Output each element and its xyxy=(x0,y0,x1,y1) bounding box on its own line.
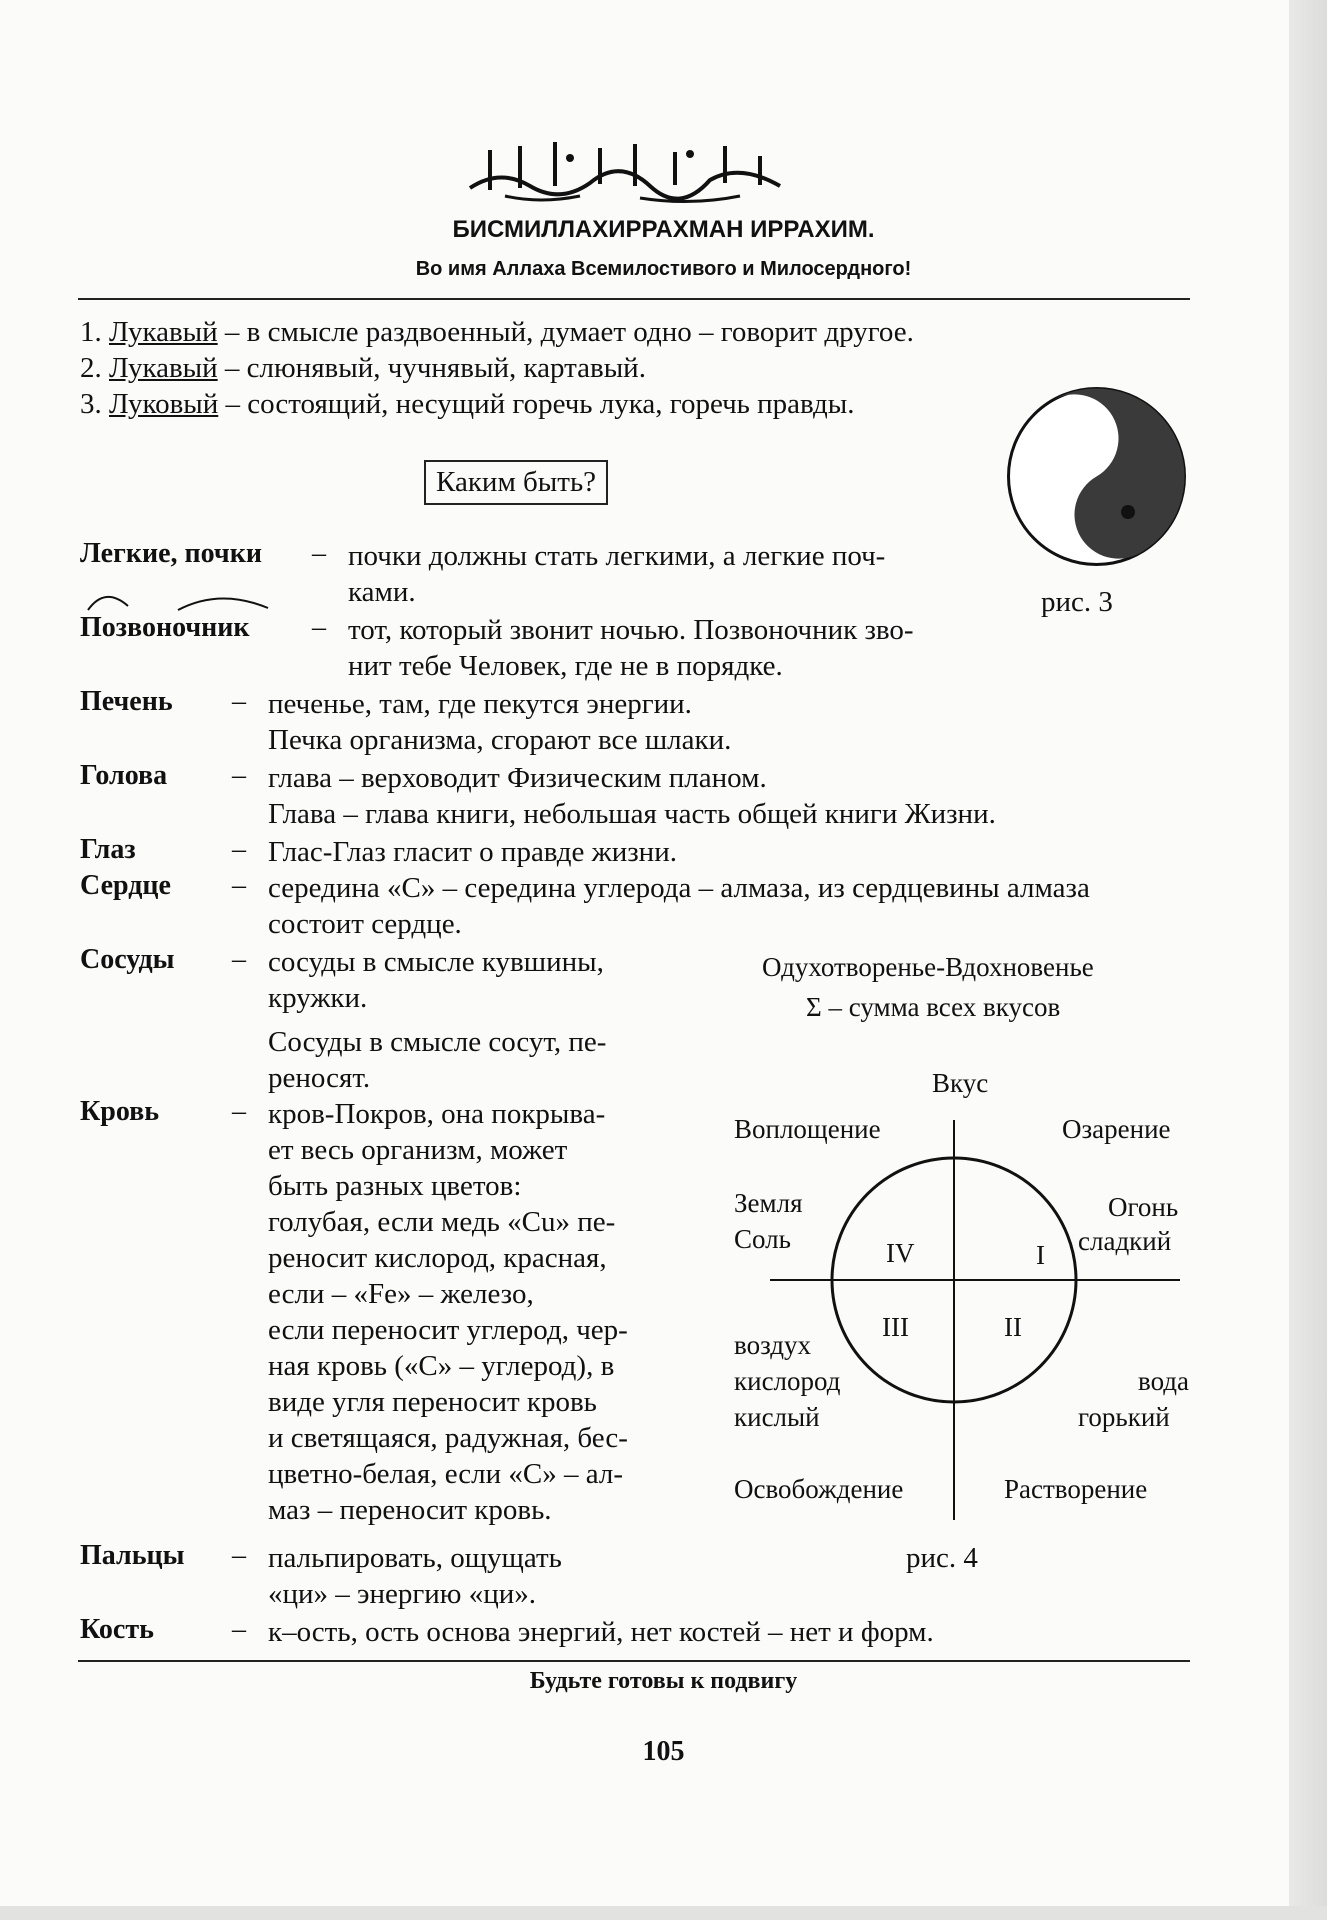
term-definition: Глас-Глаз гласит о правде жизни. xyxy=(268,836,677,868)
fig4-right-top: Озарение xyxy=(1062,1114,1171,1144)
fig4-bottom-left: Освобождение xyxy=(734,1474,904,1504)
fig4-air: воздух xyxy=(734,1330,811,1360)
term-dash: – xyxy=(312,538,326,569)
fig4-q4: IV xyxy=(886,1238,915,1268)
fig4-sweet: сладкий xyxy=(1078,1226,1172,1256)
term-definition: к–ость, ость основа энергий, нет костей – нет и форм. xyxy=(268,1616,934,1648)
header-rule xyxy=(78,298,1190,300)
list-item: 1. Лукавый – в смысле раздвоенный, думает одно – говорит другое. xyxy=(80,316,914,348)
term-liver: Печень xyxy=(80,686,173,717)
term-dash: – xyxy=(232,1540,246,1571)
term-definition: середина «С» – середина углерода – алмаза, из сердцевины алмаза состоит сердце. xyxy=(268,872,1090,940)
fig4-q2: II xyxy=(1004,1312,1022,1342)
fig4-oxygen: кислород xyxy=(734,1366,841,1396)
fig4-earth: Земля xyxy=(734,1188,803,1218)
term-definition: глава – верховодит Физическим планом. Глава – глава книги, небольшая часть общей книги Жизни. xyxy=(268,762,996,830)
term-dash: – xyxy=(232,760,246,791)
fig4-fire: Огонь xyxy=(1108,1192,1179,1222)
term-eye: Глаз xyxy=(80,834,136,865)
figure3-caption: рис. 3 xyxy=(1041,586,1113,618)
figure4-caption: рис. 4 xyxy=(906,1542,978,1574)
term-definition: печенье, там, где пекутся энергии. Печка организма, сгорают все шлаки. xyxy=(268,688,732,756)
fig4-bottom-right: Растворение xyxy=(1004,1474,1148,1504)
list-item: 3. Луковый – состоящий, несущий горечь лука, горечь правды. xyxy=(80,388,855,420)
term-dash: – xyxy=(232,686,246,717)
fig4-sour: кислый xyxy=(734,1402,820,1432)
fig4-sum: Σ – сумма всех вкусов xyxy=(806,992,1061,1022)
fig4-title: Одухотворенье-Вдохновенье xyxy=(762,952,1094,982)
fig4-q1: I xyxy=(1036,1240,1045,1270)
term-definition: кров-Покров, она покрыва- ет весь организм, может быть разных цветов: голубая, если медь «Cu» пе- реносит кислород, красная, если – «Fe» – железо, если переносит углерод, чер- ная кровь («С» – углерод), в виде угля переносит кровь и светящаяся, радужная, бес- цветно-белая, если «С» – ал- маз – переносит кровь. xyxy=(268,1098,628,1526)
term-dash: – xyxy=(232,1614,246,1645)
term-dash: – xyxy=(232,834,246,865)
list-item: 2. Лукавый – слюнявый, чучнявый, картавый. xyxy=(80,352,646,384)
fig4-bitter: горький xyxy=(1078,1402,1170,1432)
term-head: Голова xyxy=(80,760,168,791)
term-definition: почки должны стать легкими, а легкие поч- ками. xyxy=(348,540,886,608)
bismillah-calligraphy xyxy=(460,128,790,206)
term-dash: – xyxy=(232,944,246,975)
footer-rule xyxy=(78,1660,1190,1662)
header-subtitle: Во имя Аллаха Всемилостивого и Милосердного! xyxy=(415,258,912,280)
term-fingers: Пальцы xyxy=(80,1540,185,1571)
term-heart: Сердце xyxy=(80,870,171,901)
term-blood: Кровь xyxy=(80,1096,160,1127)
term-definition: пальпировать, ощущать «ци» – энергию «ци». xyxy=(268,1542,562,1610)
page-edge xyxy=(1289,0,1327,1920)
fig4-left-top: Воплощение xyxy=(734,1114,881,1144)
term-lungs-kidneys: Легкие, почки xyxy=(80,538,262,569)
term-bone: Кость xyxy=(80,1614,154,1645)
fig4-water: вода xyxy=(1138,1366,1190,1396)
question-box: Каким быть? xyxy=(424,460,608,505)
fig4-salt: Соль xyxy=(734,1224,791,1254)
term-definition: тот, который звонит ночью. Позвоночник зво- нит тебе Человек, где не в порядке. xyxy=(348,614,914,682)
term-definition: сосуды в смысле кувшины, кружки. Сосуды в смысле сосут, пе- реносят. xyxy=(268,946,607,1094)
taste-diagram xyxy=(660,1080,1200,1540)
arc-mark xyxy=(80,584,285,614)
term-spine: Позвоночник xyxy=(80,612,250,643)
term-dash: – xyxy=(312,612,326,643)
header-title: БИСМИЛЛАХИРРАХМАН ИРРАХИМ. xyxy=(452,216,875,243)
yin-yang-figure xyxy=(1004,384,1189,569)
fig4-q3: III xyxy=(882,1312,909,1342)
term-dash: – xyxy=(232,870,246,901)
page-number: 105 xyxy=(642,1736,685,1767)
footer-text: Будьте готовы к подвигу xyxy=(529,1668,798,1694)
page-bottom-edge xyxy=(0,1906,1327,1920)
fig4-top-label: Вкус xyxy=(932,1068,989,1098)
term-vessels: Сосуды xyxy=(80,944,175,975)
term-dash: – xyxy=(232,1096,246,1127)
